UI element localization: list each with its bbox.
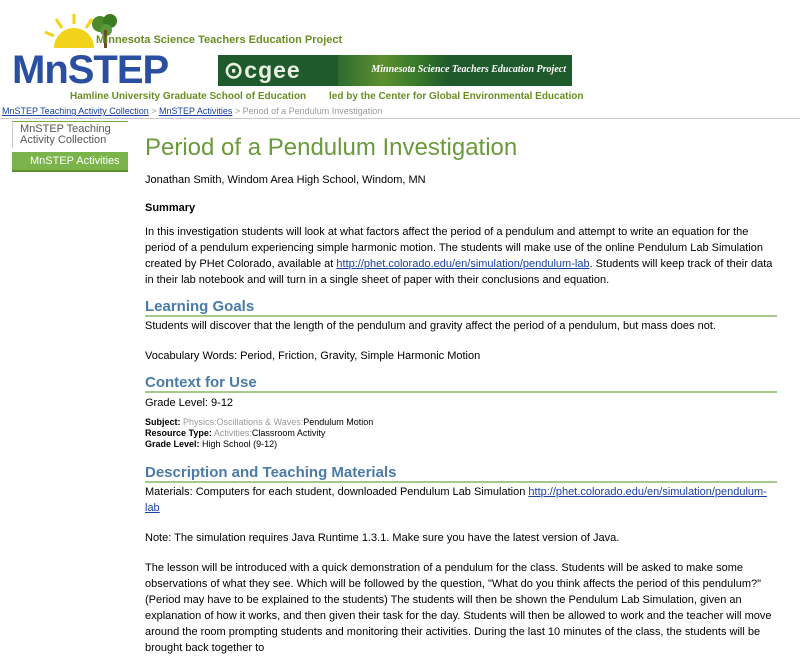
subject-line: Subject: Physics:Oscillations & Waves:Pendulum Motion — [145, 417, 374, 427]
cgee-caption: led by the Center for Global Environmental Education — [329, 91, 584, 102]
breadcrumb-separator: > — [148, 106, 160, 116]
learning-goals-heading: Learning Goals — [145, 298, 777, 317]
description-heading: Description and Teaching Materials — [145, 464, 777, 483]
phet-link[interactable]: http://phet.colorado.edu/en/simulation/pendulum-lab — [336, 258, 590, 270]
mnstep-logo[interactable]: MnSTEP — [12, 48, 169, 92]
resource-line: Resource Type: Activities:Classroom Activity — [145, 428, 326, 438]
breadcrumb-activities-link[interactable]: MnSTEP Activities — [159, 106, 233, 116]
divider — [0, 118, 800, 119]
summary-heading: Summary — [145, 202, 196, 214]
subject-path-link[interactable]: Physics:Oscillations & Waves: — [183, 417, 304, 427]
page-title: Period of a Pendulum Investigation — [145, 134, 518, 161]
grade-value-link[interactable]: High School (9-12) — [202, 439, 278, 449]
breadcrumb-current: Period of a Pendulum Investigation — [242, 106, 383, 116]
vocab-paragraph: Vocabulary Words: Period, Friction, Gravity, Simple Harmonic Motion — [145, 350, 481, 362]
grade-line: Grade Level: High School (9-12) — [145, 439, 278, 449]
phet-materials-link[interactable]: http://phet.colorado.edu/en/simulation/pendulum-lab — [145, 486, 767, 514]
sun-tree-logo-icon — [40, 12, 124, 52]
sidebar-nav — [12, 121, 128, 172]
sidebar-item-collection[interactable]: MnSTEP Teaching Activity Collection — [12, 121, 128, 148]
note-paragraph: Note: The simulation requires Java Runtime 1.3.1. Make sure you have the latest version of Java. — [145, 532, 620, 544]
mnstep-subtitle: Hamline University Graduate School of Education — [70, 91, 307, 102]
summary-paragraph: In this investigation students will look at what factors affect the period of a pendulum and attempt to write an equation for the period of a pendulum experiencing simple harmonic motion. The students will make use of the online Pendulum Lab Simulation created by PHet Colorado, available at http://phet.colorado.edu/en/simulation/pendulum-lab. Students will keep track of their data in their lab notebook and will turn in a single sheet of paper with their conclusions and equation. — [145, 226, 773, 286]
breadcrumb — [2, 106, 382, 116]
author-byline: Jonathan Smith, Windom Area High School, Windom, MN — [145, 174, 426, 186]
cgee-tagline: Minnesota Science Teachers Education Project — [371, 64, 566, 75]
site-header — [0, 0, 800, 106]
goals-paragraph: Students will discover that the length of the pendulum and gravity affect the period of a pendulum, but mass does not. — [145, 320, 716, 332]
cgee-logo: ⊙cgee — [224, 57, 301, 83]
grade-level-text: Grade Level: 9-12 — [145, 397, 234, 409]
context-heading: Context for Use — [145, 374, 777, 393]
sidebar-item-activities[interactable]: MnSTEP Activities — [12, 152, 128, 172]
mnstep-top-line: Minnesota Science Teachers Education Project — [96, 34, 343, 46]
breadcrumb-separator: > — [232, 106, 243, 116]
breadcrumb-collection-link[interactable]: MnSTEP Teaching Activity Collection — [2, 106, 149, 116]
resource-path-link[interactable]: Activities: — [213, 428, 252, 438]
materials-paragraph: Materials: Computers for each student, downloaded Pendulum Lab Simulation http://phet.colorado.edu/en/simulation/pendulum-lab — [145, 486, 767, 514]
subject-value-link[interactable]: Pendulum Motion — [303, 417, 374, 427]
main-content — [145, 134, 777, 656]
lesson-paragraph: The lesson will be introduced with a quick demonstration of a pendulum for the class. Students will be asked to make some observations of what they see. Which will be followed by the question, "What do you think affects the period of this pendulum?" (Period may have to be explained to the students) The students will then be shown the Pendulum Lab Simulation, given an explanation of how it works, and then given their task for the day. Students will then be allowed to work and the teacher will move around the room prompting students and monitoring their activities. During the last 10 minutes of the class, the students will be brought back together to — [145, 562, 772, 654]
resource-value-link[interactable]: Classroom Activity — [251, 428, 326, 438]
cgee-banner[interactable] — [218, 55, 572, 86]
